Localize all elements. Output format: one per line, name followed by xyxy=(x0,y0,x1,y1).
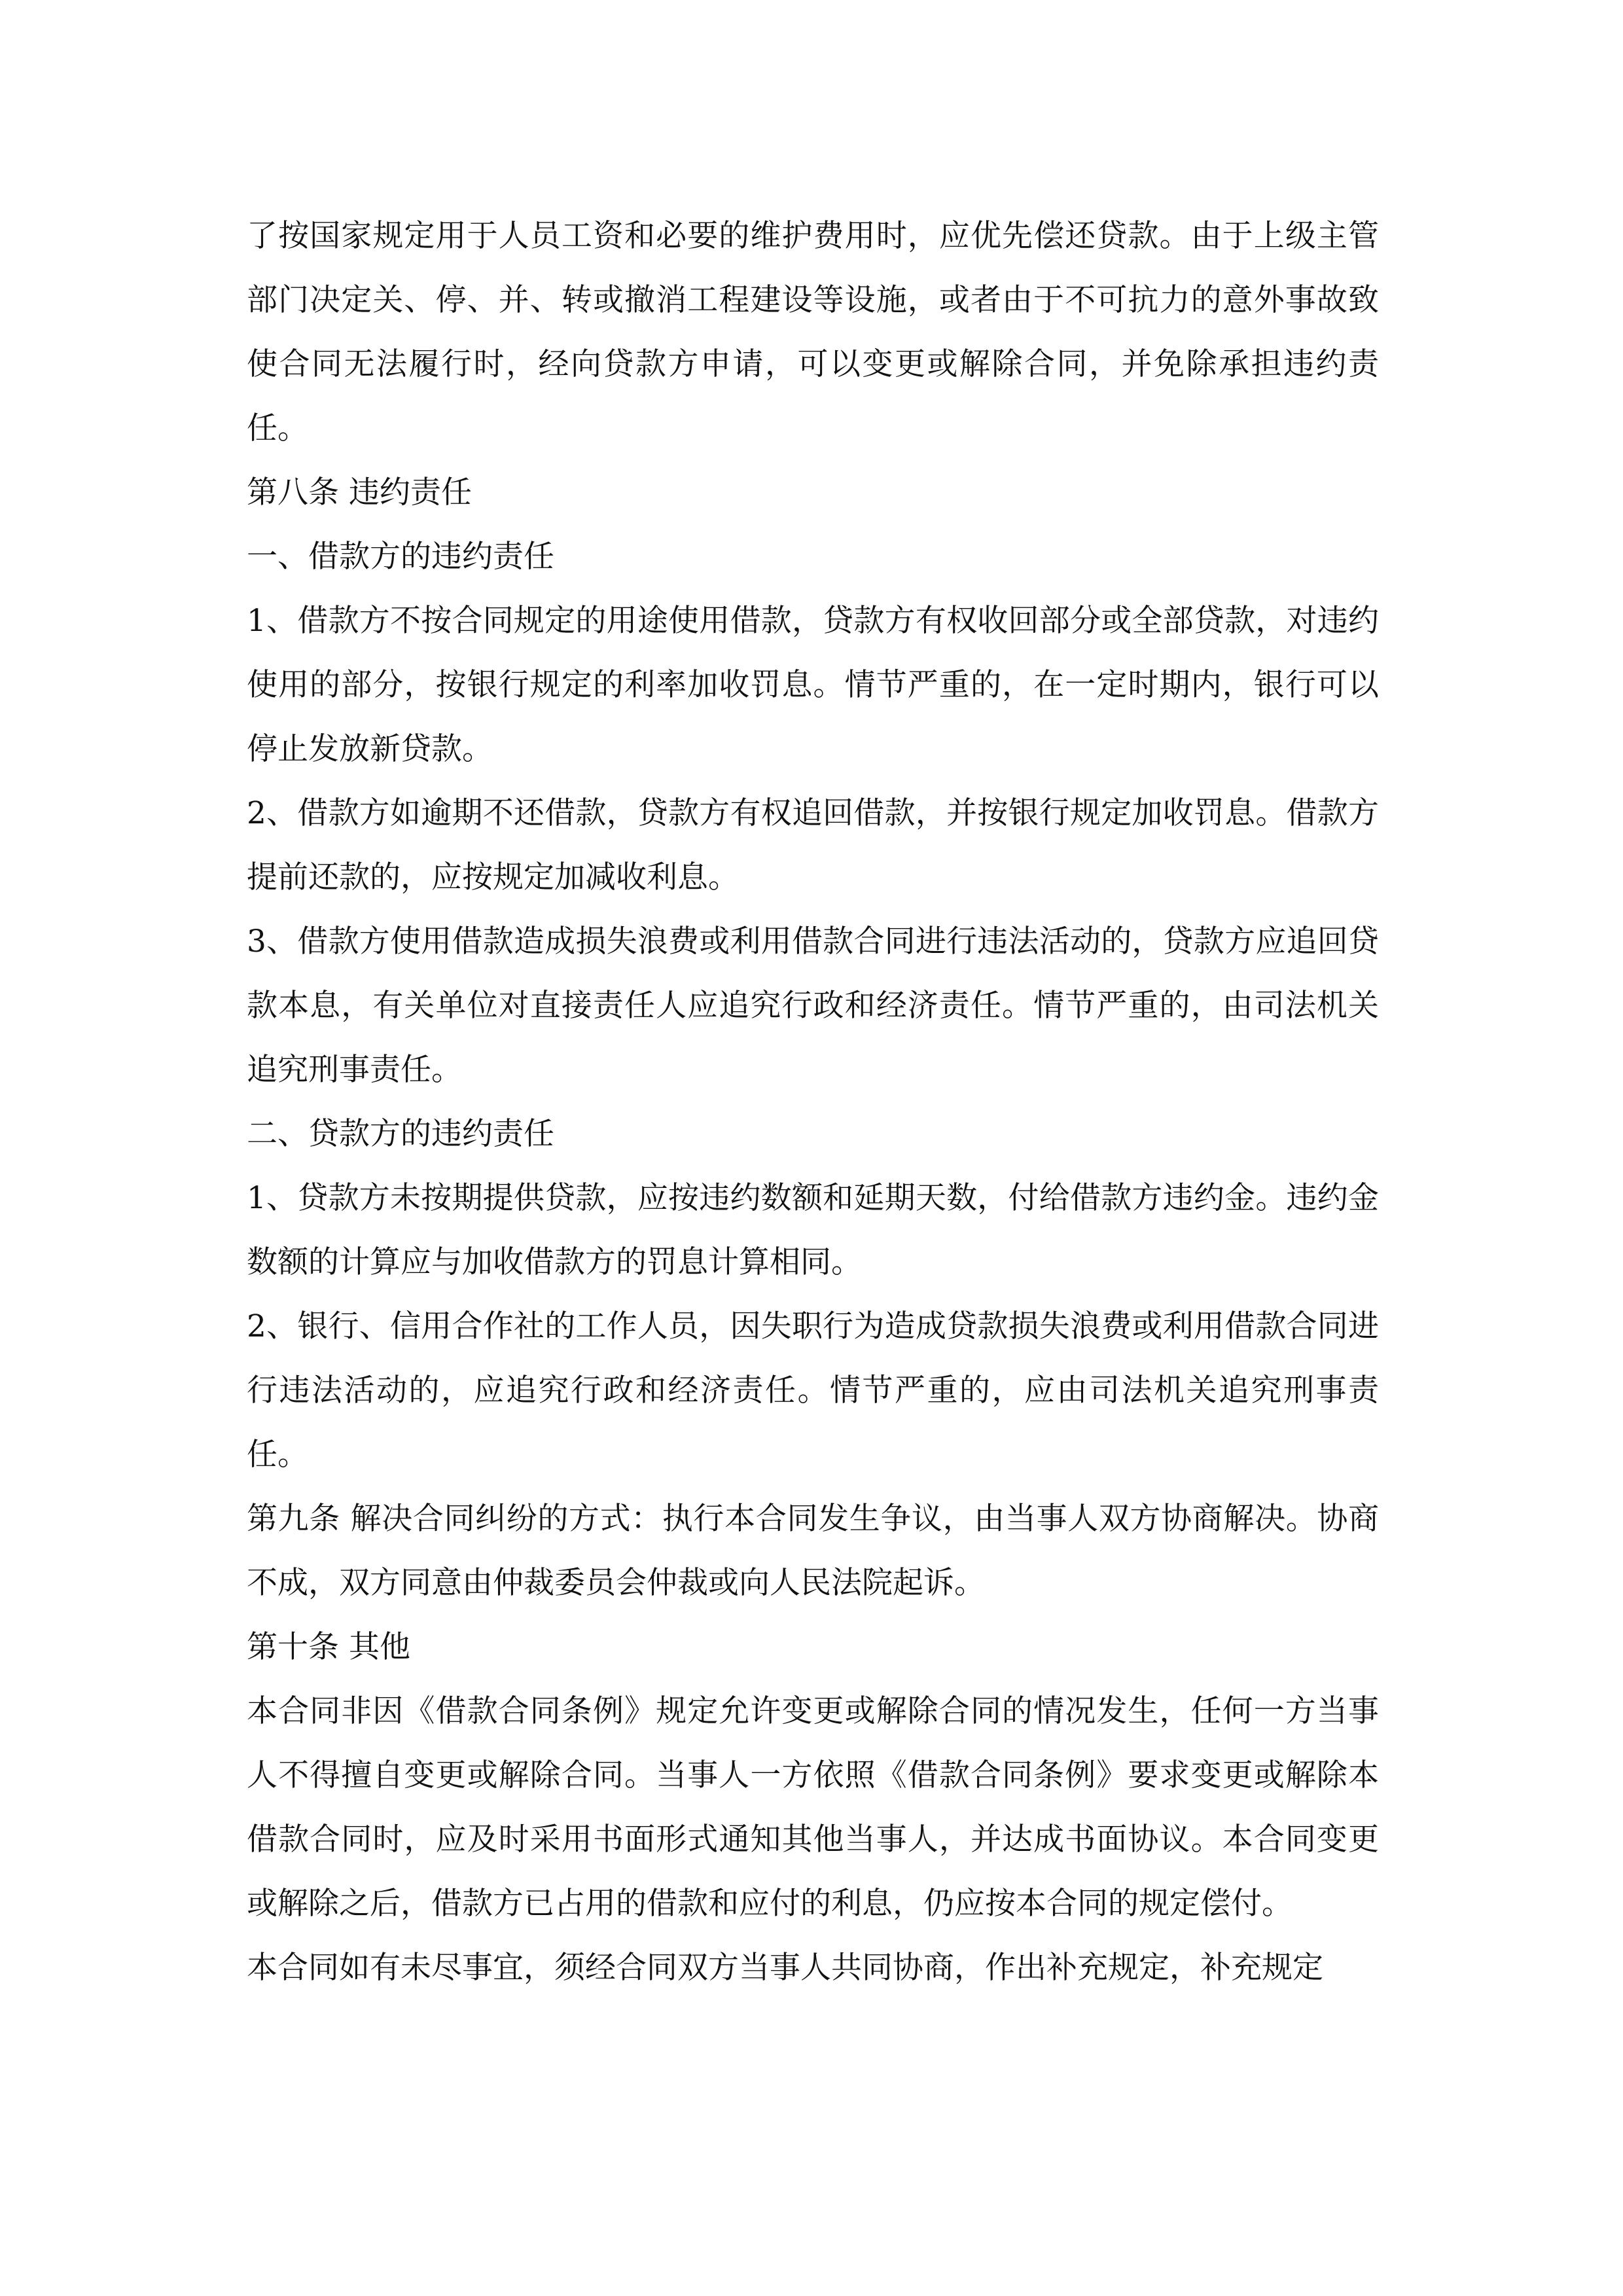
article-8-heading: 第八条 违约责任 xyxy=(247,475,472,511)
paragraph-continuation: 了按国家规定用于人员工资和必要的维护费用时，应优先偿还贷款。由于上级主管部门决定关、停、并、转或撤消工程建设等设施，或者由于不可抗力的意外事故致使合同无法履行时，经向贷款方申请，可以变更或解除合同，并免除承担违约责任。 xyxy=(247,218,1379,446)
document-body xyxy=(247,204,1379,2000)
article-10-paragraph-1: 本合同非因《借款合同条例》规定允许变更或解除合同的情况发生，任何一方当事人不得擅自变更或解除合同。当事人一方依照《借款合同条例》要求变更或解除本借款合同时，应及时采用书面形式通知其他当事人，并达成书面协议。本合同变更或解除之后，借款方已占用的借款和应付的利息，仍应按本合同的规定偿付。 xyxy=(247,1693,1379,1922)
article-10-paragraph-2: 本合同如有未尽事宜，须经合同双方当事人共同协商，作出补充规定，补充规定 xyxy=(247,1950,1323,1986)
borrower-liability-item-1: 1、借款方不按合同规定的用途使用借款，贷款方有权收回部分或全部贷款，对违约使用的部分，按银行规定的利率加收罚息。情节严重的，在一定时期内，银行可以停止发放新贷款。 xyxy=(247,603,1379,767)
borrower-liability-heading: 一、借款方的违约责任 xyxy=(247,539,554,575)
lender-liability-item-2: 2、银行、信用合作社的工作人员，因失职行为造成贷款损失浪费或利用借款合同进行违法活动的，应追究行政和经济责任。情节严重的，应由司法机关追究刑事责任。 xyxy=(247,1308,1379,1473)
article-9-dispute-resolution: 第九条 解决合同纠纷的方式：执行本合同发生争议，由当事人双方协商解决。协商不成，双方同意由仲裁委员会仲裁或向人民法院起诉。 xyxy=(247,1501,1379,1601)
borrower-liability-item-3: 3、借款方使用借款造成损失浪费或利用借款合同进行违法活动的，贷款方应追回贷款本息，有关单位对直接责任人应追究行政和经济责任。情节严重的，由司法机关追究刑事责任。 xyxy=(247,924,1379,1088)
article-10-heading: 第十条 其他 xyxy=(247,1629,410,1665)
lender-liability-heading: 二、贷款方的违约责任 xyxy=(247,1116,554,1152)
borrower-liability-item-2: 2、借款方如逾期不还借款，贷款方有权追回借款，并按银行规定加收罚息。借款方提前还款的，应按规定加减收利息。 xyxy=(247,795,1379,895)
lender-liability-item-1: 1、贷款方未按期提供贷款，应按违约数额和延期天数，付给借款方违约金。违约金数额的计算应与加收借款方的罚息计算相同。 xyxy=(247,1180,1379,1280)
